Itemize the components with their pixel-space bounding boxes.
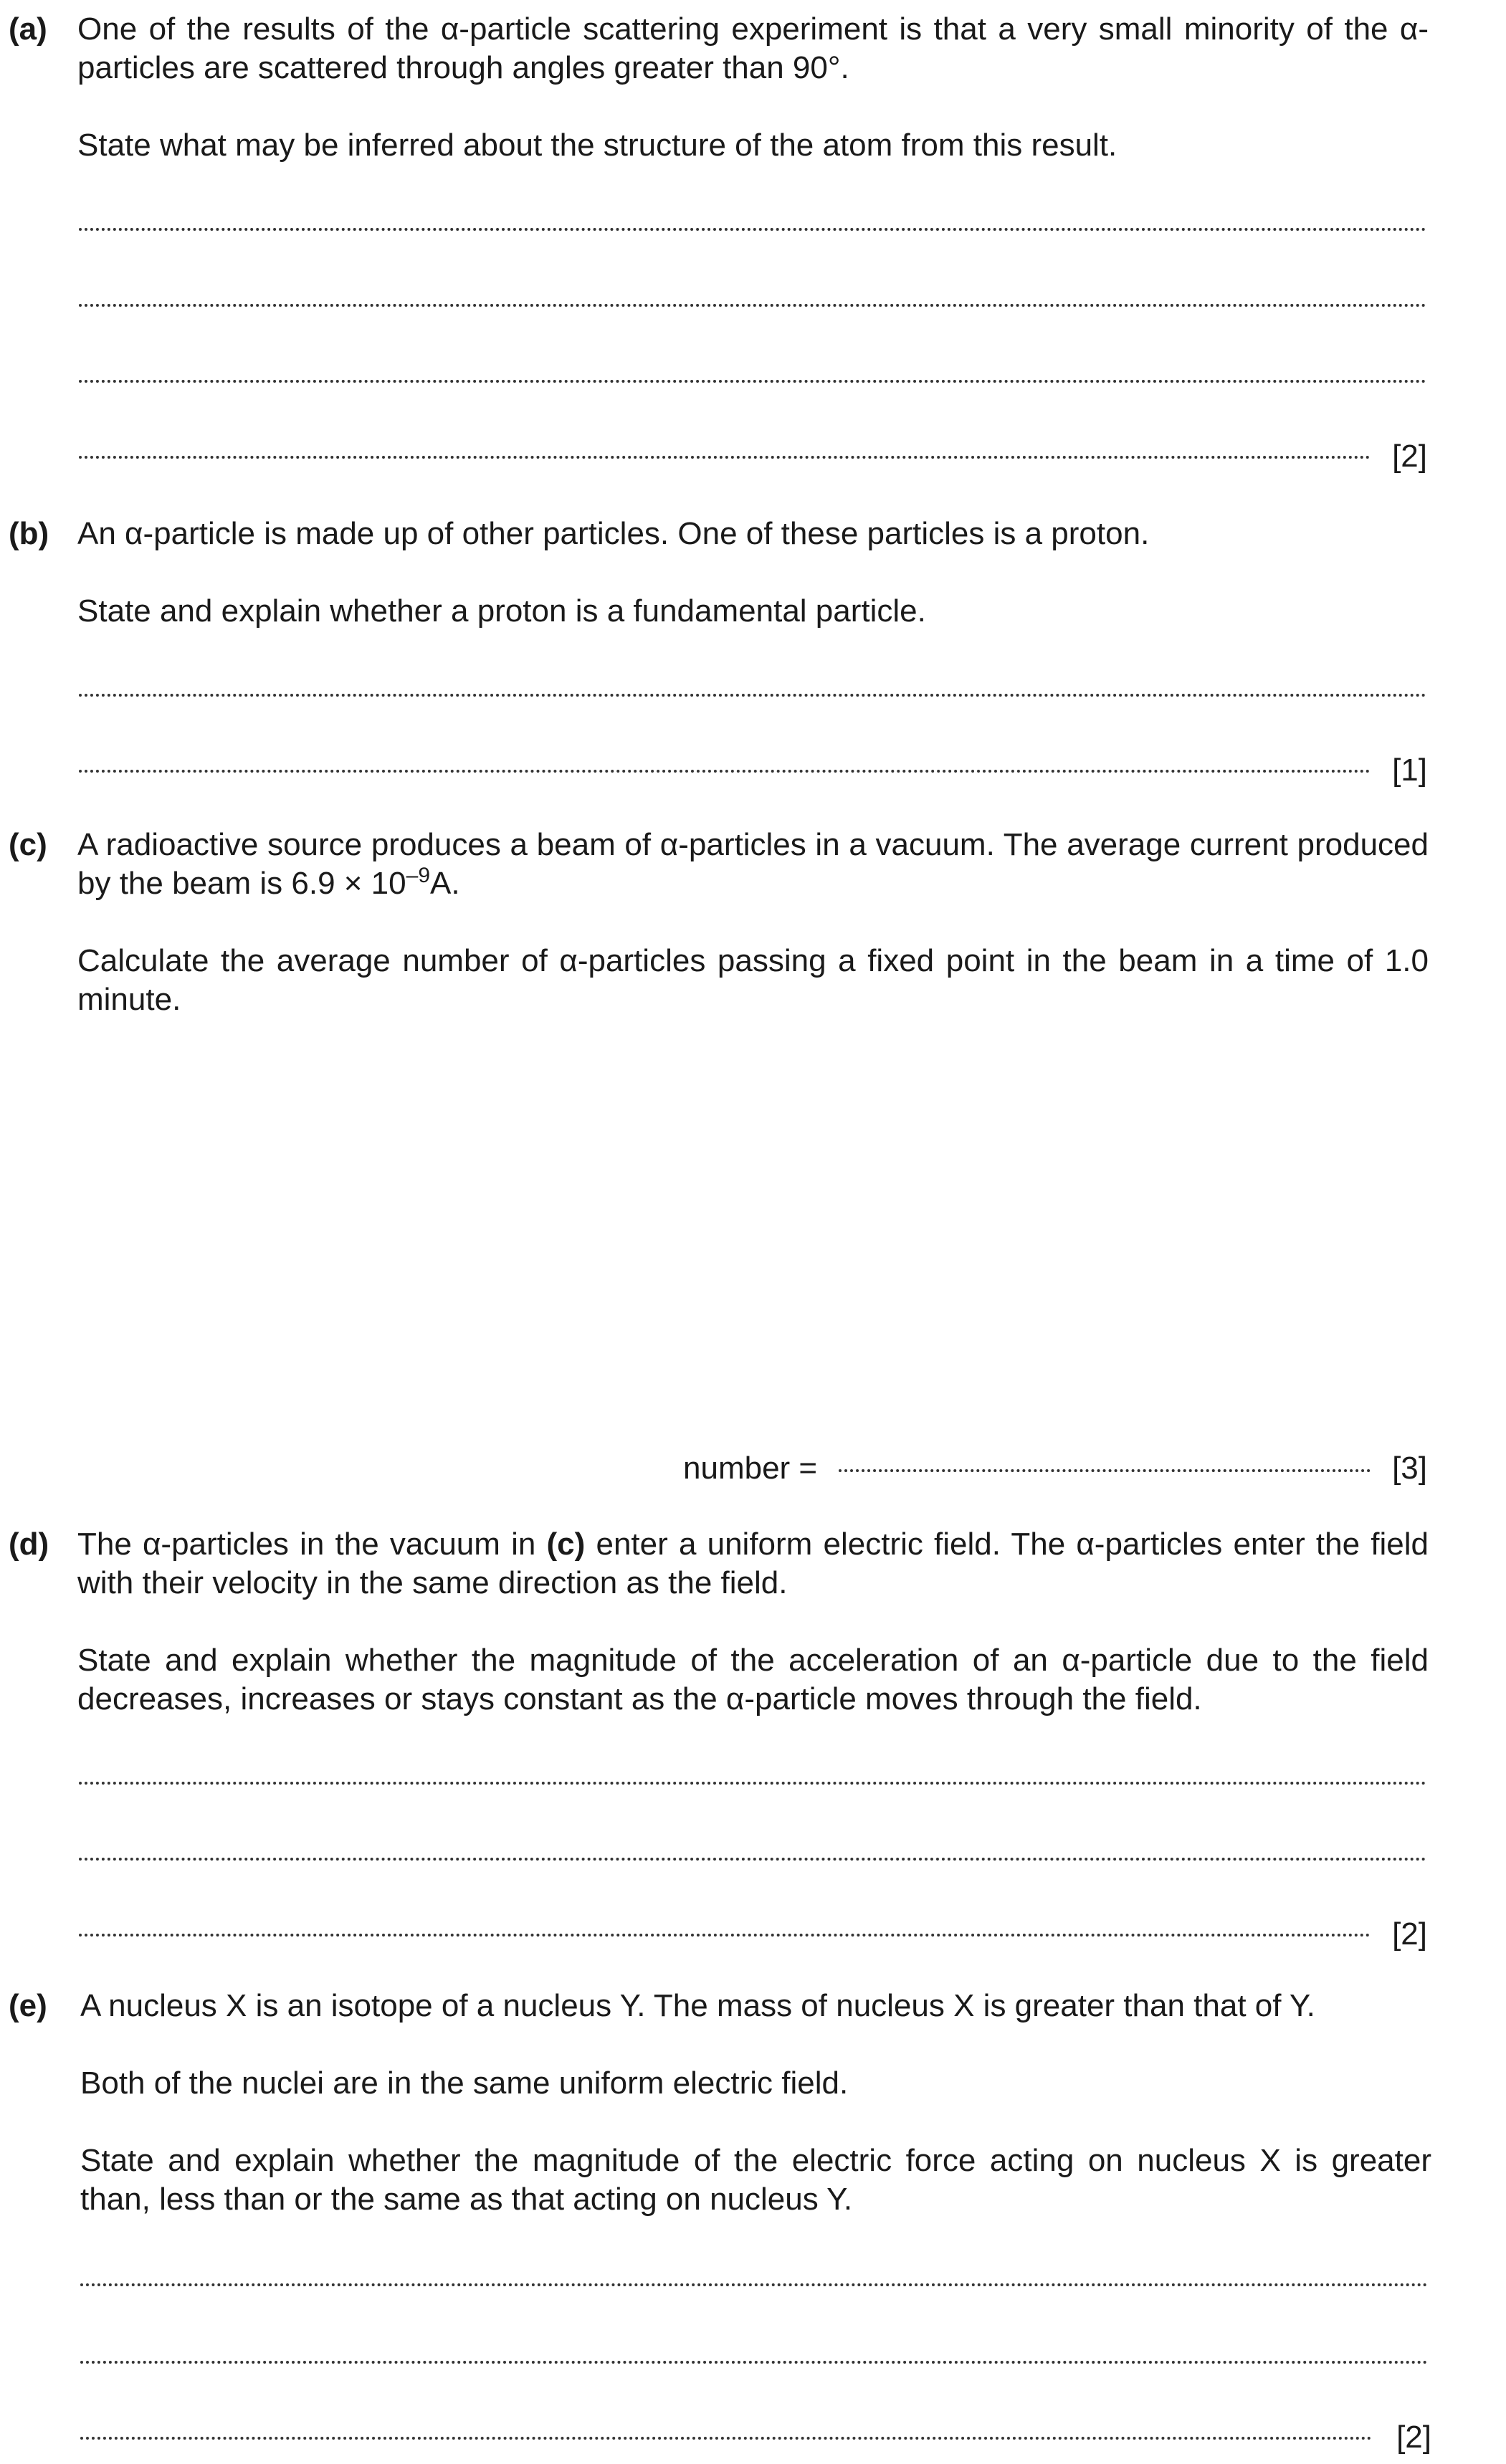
part-d-answer-line-2[interactable] — [79, 1858, 1426, 1861]
part-c-text-prefix: A radioactive source produces a beam of α-particles in a vacuum. The average current produced by the beam is 6.9 × 10 — [77, 827, 1429, 901]
part-b-answer-line-2[interactable] — [79, 770, 1371, 773]
part-e-instruction: State and explain whether the magnitude of the electric force acting on nucleus X is greater than, less than or the same as that acting on nucleus Y. — [80, 2143, 1431, 2217]
part-d-question-text — [77, 1525, 1429, 1603]
part-a-answer-line-4[interactable] — [79, 456, 1371, 459]
part-c-exponent: –9 — [406, 864, 431, 887]
part-d-instruction: State and explain whether the magnitude of the acceleration of an α-particle due to the field decreases, increases or stays constant as the α-particle moves through the field. — [77, 1643, 1429, 1716]
part-c-text-suffix: A. — [430, 866, 460, 901]
part-b-answer-line-1[interactable] — [79, 694, 1426, 697]
part-d-marks: [2] — [1392, 1916, 1427, 1952]
part-a-answer-line-1[interactable] — [79, 228, 1426, 231]
part-c-answer-line[interactable] — [839, 1469, 1371, 1472]
part-e-answer-line-2[interactable] — [80, 2361, 1428, 2364]
part-d-text-prefix: The α-particles in the vacuum in — [77, 1527, 547, 1562]
part-a-instruction: State what may be inferred about the structure of the atom from this result. — [77, 128, 1117, 163]
part-b-label: (b) — [9, 516, 49, 551]
part-e-label: (e) — [9, 1988, 47, 2023]
part-a-label: (a) — [9, 11, 47, 47]
part-e-answer-line-1[interactable] — [80, 2283, 1428, 2286]
part-c-label: (c) — [9, 827, 47, 862]
part-a-question-text: One of the results of the α-particle scattering experiment is that a very small minority of the α-particles are scattered through angles greater than 90°. — [77, 11, 1429, 85]
part-a-answer-line-2[interactable] — [79, 304, 1426, 307]
part-c-instruction: Calculate the average number of α-particles passing a fixed point in the beam in a time of 1.0 minute. — [77, 943, 1429, 1017]
part-e-marks: [2] — [1396, 2420, 1431, 2455]
part-b-marks: [1] — [1392, 753, 1427, 788]
part-b-question-text: An α-particle is made up of other particles. One of these particles is a proton. — [77, 516, 1150, 551]
part-a-marks: [2] — [1392, 439, 1427, 474]
part-d-ref: (c) — [546, 1527, 586, 1562]
part-d-answer-line-1[interactable] — [79, 1782, 1426, 1785]
part-b-instruction: State and explain whether a proton is a fundamental particle. — [77, 593, 926, 629]
part-e-statement: Both of the nuclei are in the same uniform electric field. — [80, 2066, 849, 2101]
part-c-question-text — [77, 826, 1429, 903]
part-a-answer-line-3[interactable] — [79, 380, 1426, 383]
part-c-answer-label: number = — [683, 1451, 818, 1486]
part-c-marks: [3] — [1392, 1451, 1427, 1486]
part-e-question-text: A nucleus X is an isotope of a nucleus Y. The mass of nucleus X is greater than that of Y. — [80, 1988, 1315, 2023]
part-e-answer-line-3[interactable] — [80, 2437, 1372, 2440]
part-d-label: (d) — [9, 1527, 49, 1562]
part-d-text-suffix: enter a uniform electric field. The α-particles enter the field with their velocity in the same direction as the field. — [77, 1527, 1429, 1600]
part-d-answer-line-3[interactable] — [79, 1934, 1371, 1937]
